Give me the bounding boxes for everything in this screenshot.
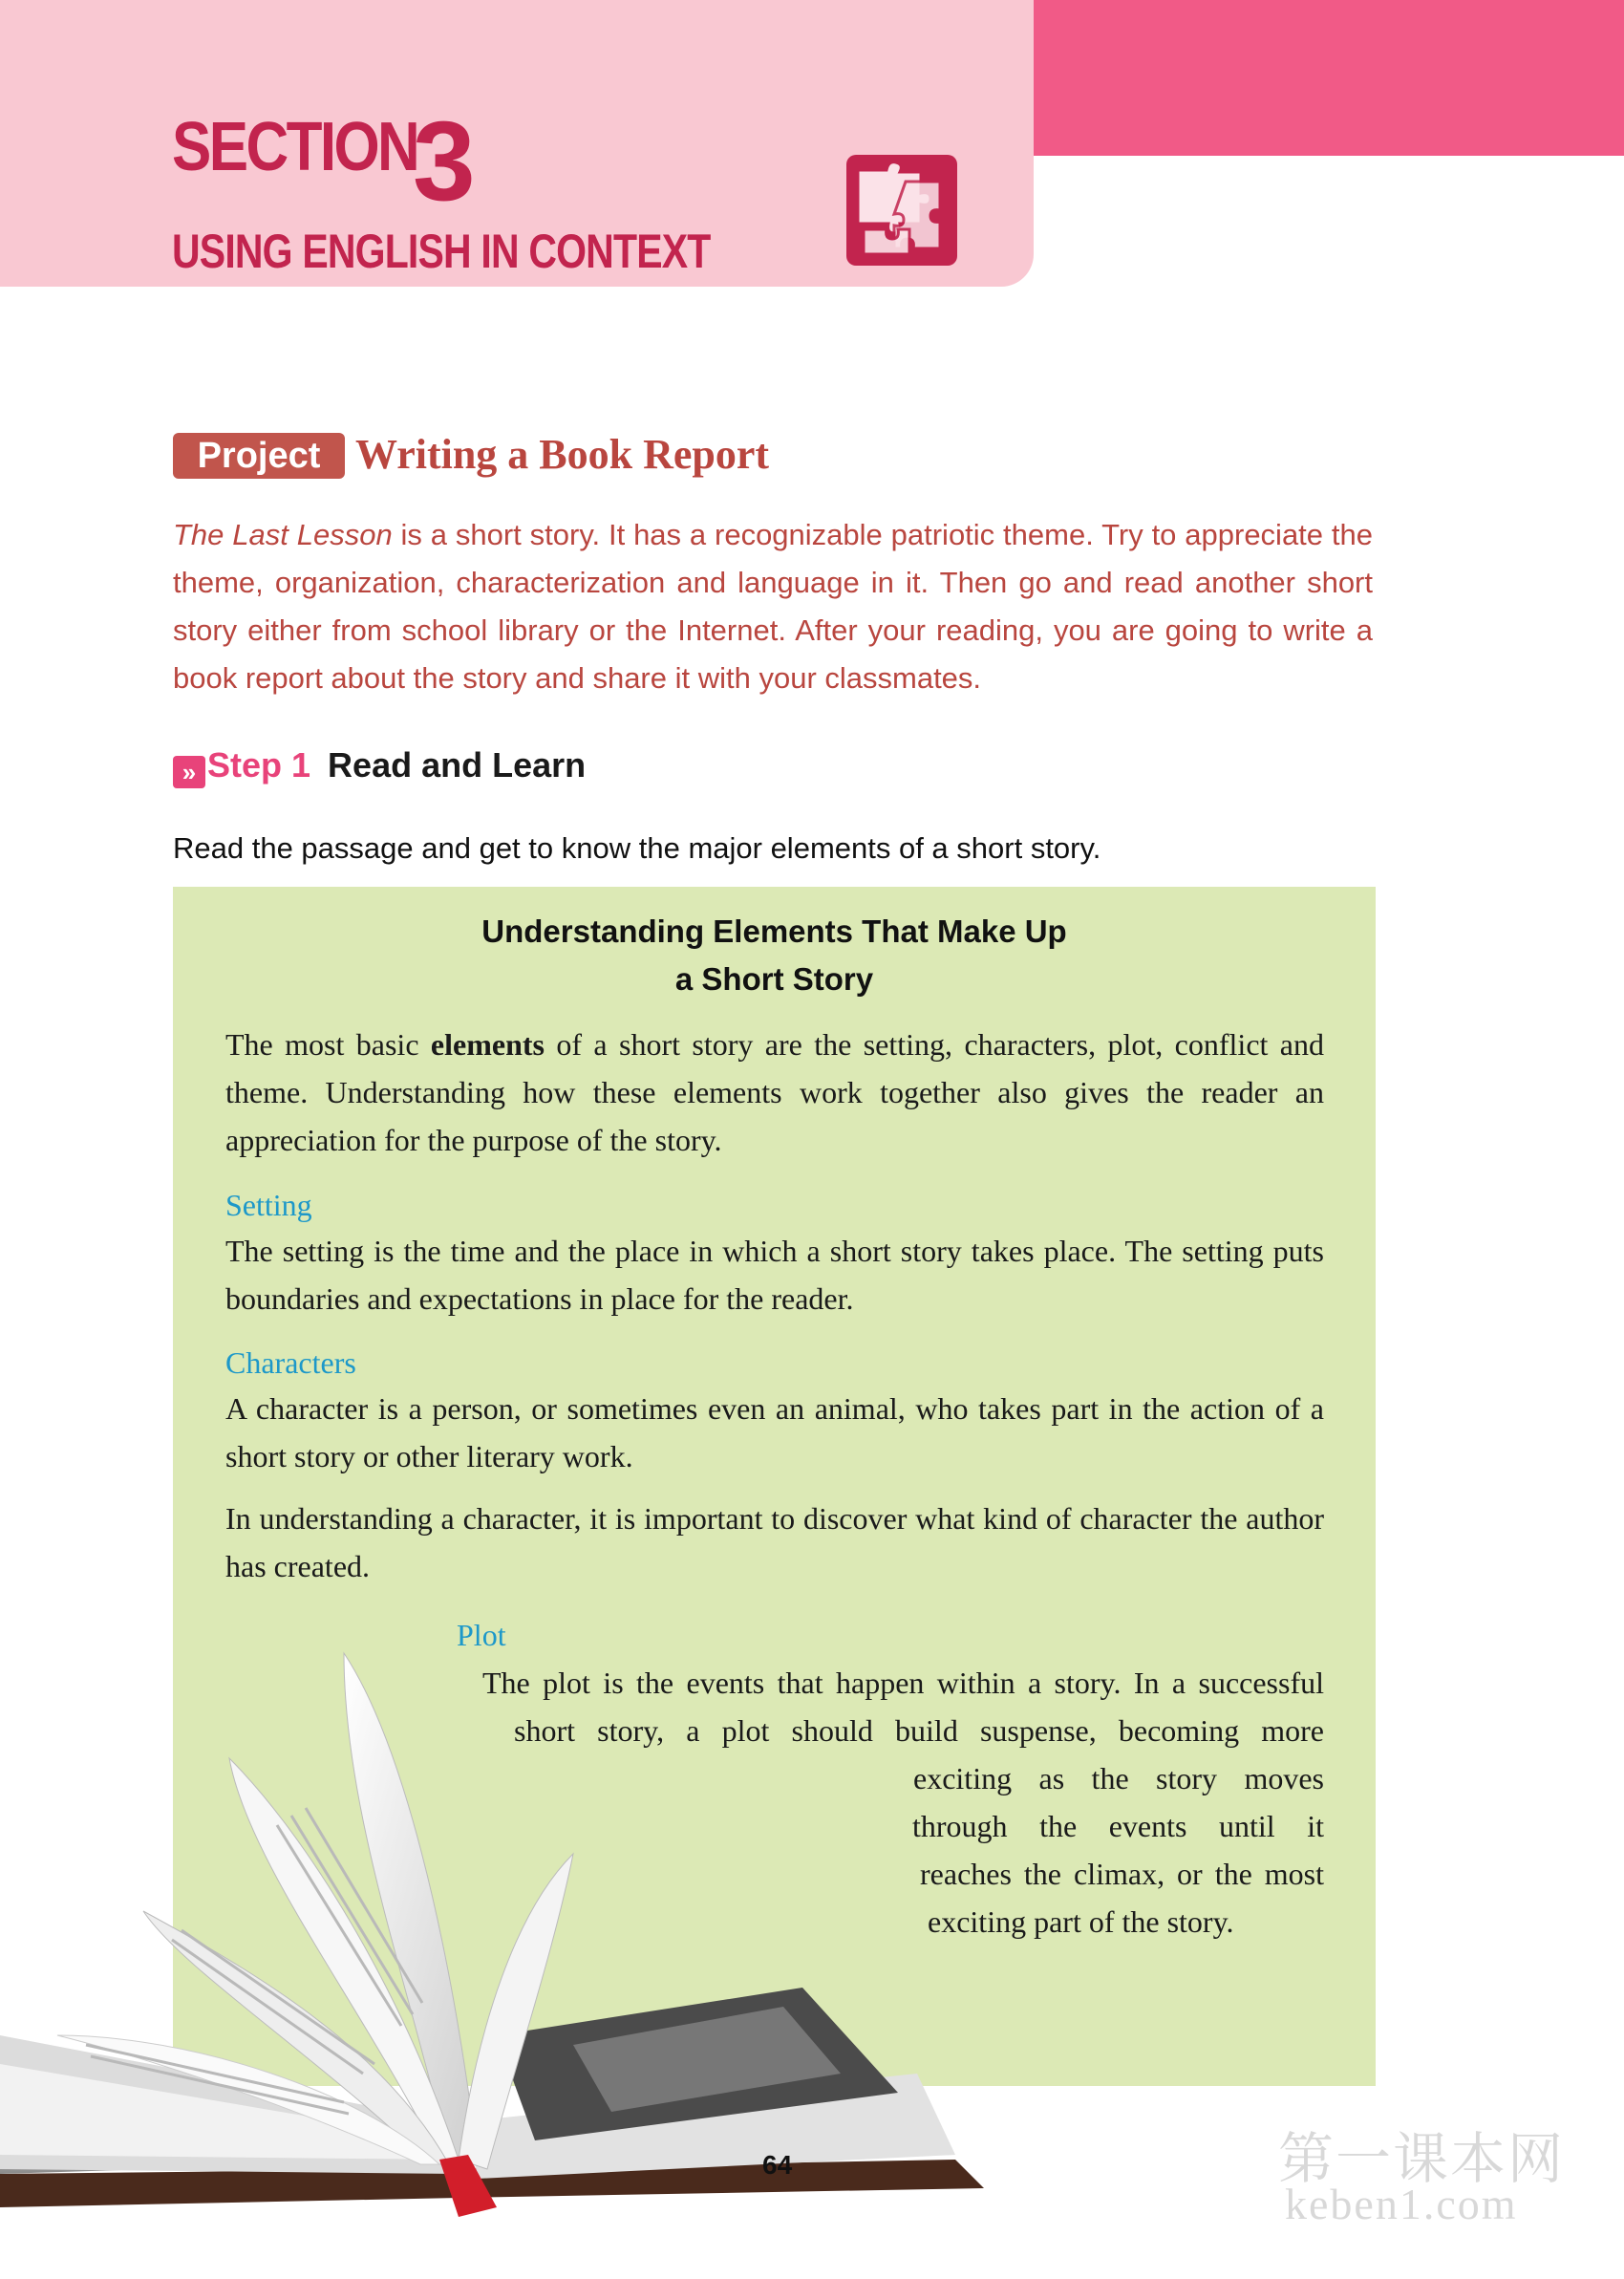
intro-part-1: The most basic bbox=[225, 1027, 431, 1062]
project-title: Writing a Book Report bbox=[355, 431, 770, 478]
step-instruction: Read the passage and get to know the major elements of a short story. bbox=[173, 831, 1101, 865]
watermark-url: keben1.com bbox=[1285, 2180, 1518, 2228]
open-book-image bbox=[0, 1624, 994, 2236]
plot-line: The plot is the events that happen within a story. In a successful bbox=[482, 1666, 1324, 1700]
characters-paragraph-1: A character is a person, or sometimes even an animal, who takes part in the action of a short story or other literary work. bbox=[225, 1391, 1324, 1473]
section-word: SECTION bbox=[172, 109, 418, 185]
section-heading bbox=[172, 98, 476, 225]
setting-paragraph: The setting is the time and the place in which a short story takes place. The setting puts boundaries and expectations in place for the reader. bbox=[225, 1234, 1324, 1316]
setting-heading: Setting bbox=[225, 1188, 312, 1222]
plot-line: through the events until it bbox=[912, 1809, 1324, 1843]
characters-heading: Characters bbox=[225, 1345, 356, 1380]
passage-title-line2: a Short Story bbox=[674, 961, 874, 997]
intro-bold-term: elements bbox=[430, 1027, 545, 1062]
page-number: 64 bbox=[762, 2150, 793, 2180]
story-title: The Last Lesson bbox=[173, 518, 393, 551]
section-subtitle: USING ENGLISH IN CONTEXT bbox=[172, 225, 711, 278]
plot-line: short story, a plot should build suspense, becoming more bbox=[514, 1713, 1324, 1748]
passage-title bbox=[173, 908, 1376, 1003]
project-intro bbox=[173, 511, 1373, 702]
project-badge: Project bbox=[173, 433, 345, 479]
plot-line: exciting part of the story. bbox=[928, 1904, 1234, 1939]
characters-paragraph-2: In understanding a character, it is important to discover what kind of character the author has created. bbox=[225, 1501, 1324, 1583]
step-heading bbox=[173, 745, 586, 788]
step-title: Read and Learn bbox=[328, 745, 587, 785]
watermark-chinese: 第一课本网 bbox=[1278, 2126, 1566, 2191]
intro-text: is a short story. It has a recognizable patriotic theme. Try to appreciate the theme, organization, characterization and language in it. Then go and read another short story either from school library or the Internet. After your reading, you are going to write a book report about the story and share it with your classmates. bbox=[173, 518, 1373, 695]
plot-heading: Plot bbox=[457, 1618, 506, 1652]
puzzle-icon bbox=[844, 153, 959, 268]
passage-intro-paragraph bbox=[225, 1021, 1324, 1164]
passage-title-line1: Understanding Elements That Make Up bbox=[481, 914, 1067, 949]
plot-line: reaches the climax, or the most bbox=[920, 1857, 1324, 1891]
plot-line: exciting as the story moves bbox=[913, 1761, 1324, 1795]
step-label: Step 1 bbox=[207, 745, 311, 785]
header-accent-bar bbox=[1034, 0, 1624, 156]
intro-part-2: of a short story are the setting, characters, plot, conflict and theme. Understanding how these elements work together also gives the reader an appreciation for the purpose of the story. bbox=[225, 1027, 1324, 1157]
double-arrow-icon: » bbox=[173, 756, 205, 788]
section-number: 3 bbox=[413, 98, 476, 225]
